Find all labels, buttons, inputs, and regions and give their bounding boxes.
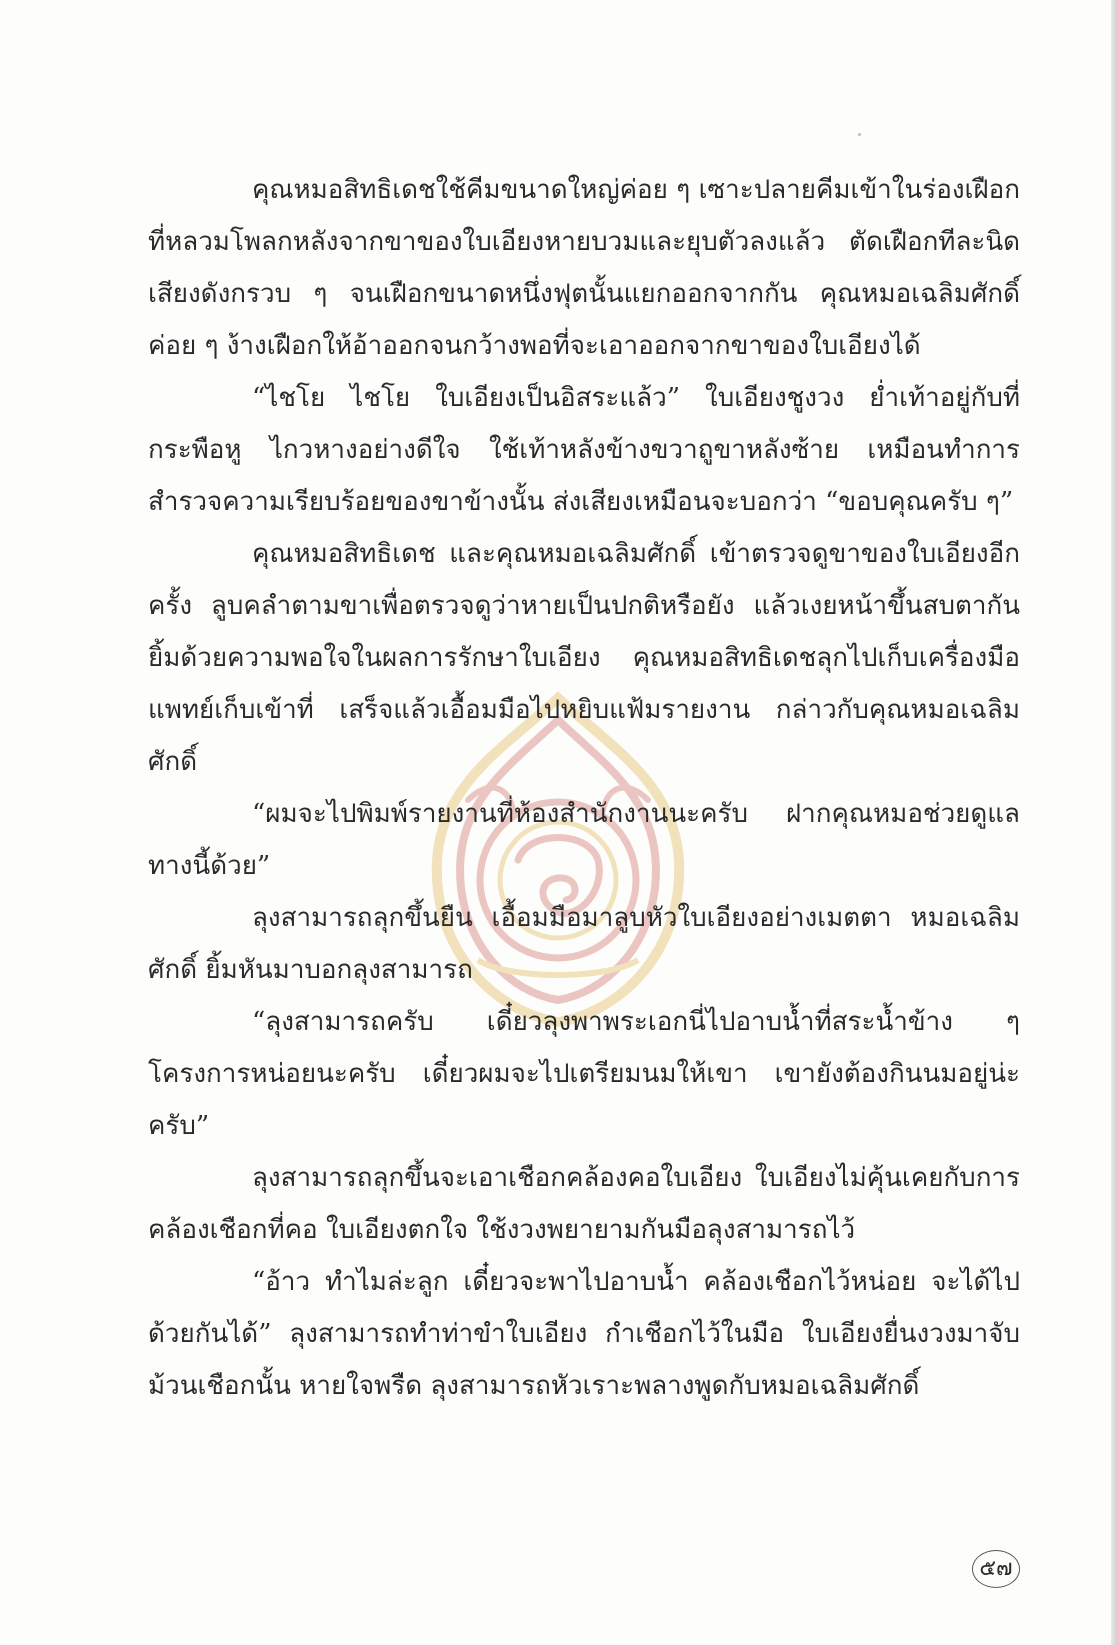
body-text: [148, 164, 1020, 1412]
page-number: ๕๗: [972, 1550, 1020, 1588]
scan-speck: [858, 133, 861, 136]
paragraph: “อ้าว ทำไมล่ะลูก เดี๋ยวจะพาไปอาบน้ำ คล้องเชือกไว้หน่อย จะได้ไปด้วยกันได้” ลุงสามารถทำท่าขำใบเอียง กำเชือกไว้ในมือ ใบเอียงยื่นงวงมาจับม้วนเชือกนั้น หายใจพรืด ลุงสามารถหัวเราะพลางพูดกับหมอเฉลิมศักดิ์: [148, 1267, 1020, 1401]
paragraph: “ผมจะไปพิมพ์รายงานที่ห้องสำนักงานนะครับ ฝากคุณหมอช่วยดูแลทางนี้ด้วย”: [148, 799, 1020, 881]
paragraph: ลุงสามารถลุกขึ้นจะเอาเชือกคล้องคอใบเอียง ใบเอียงไม่คุ้นเคยกับการคล้องเชือกที่คอ ใบเอียงตกใจ ใช้งวงพยายามกันมือลุงสามารถไว้: [148, 1163, 1020, 1245]
paragraph: คุณหมอสิทธิเดช และคุณหมอเฉลิมศักดิ์ เข้าตรวจดูขาของใบเอียงอีกครั้ง ลูบคลำตามขาเพื่อตรวจดูว่าหายเป็นปกติหรือยัง แล้วเงยหน้าขึ้นสบตากัน ยิ้มด้วยความพอใจในผลการรักษาใบเอียง คุณหมอสิทธิเดชลุกไปเก็บเครื่องมือแพทย์เก็บเข้าที่ เสร็จแล้วเอื้อมมือไปหยิบแฟ้มรายงาน กล่าวกับคุณหมอเฉลิมศักดิ์: [148, 539, 1020, 777]
scan-edge: [1111, 0, 1117, 1645]
paragraph: “ไชโย ไชโย ใบเอียงเป็นอิสระแล้ว” ใบเอียงชูงวง ย่ำเท้าอยู่กับที่ กระพือหู ไกวหางอย่างดีใจ ใช้เท้าหลังข้างขวาถูขาหลังซ้าย เหมือนทำการสำรวจความเรียบร้อยของขาข้างนั้น ส่งเสียงเหมือนจะบอกว่า “ขอบคุณครับ ๆ”: [148, 383, 1020, 517]
paragraph: ลุงสามารถลุกขึ้นยืน เอื้อมมือมาลูบหัวใบเอียงอย่างเมตตา หมอเฉลิมศักดิ์ ยิ้มหันมาบอกลุงสามารถ: [148, 903, 1020, 985]
paragraph: “ลุงสามารถครับ เดี๋ยวลุงพาพระเอกนี่ไปอาบน้ำที่สระน้ำข้าง ๆ โครงการหน่อยนะครับ เดี๋ยวผมจะไปเตรียมนมให้เขา เขายังต้องกินนมอยู่น่ะครับ”: [148, 1007, 1020, 1141]
paragraph: คุณหมอสิทธิเดชใช้คีมขนาดใหญ่ค่อย ๆ เซาะปลายคีมเข้าในร่องเฝือกที่หลวมโพลกหลังจากขาของใบเอียงหายบวมและยุบตัวลงแล้ว ตัดเฝือกทีละนิด เสียงดังกรวบ ๆ จนเฝือกขนาดหนึ่งฟุตนั้นแยกออกจากกัน คุณหมอเฉลิมศักดิ์ค่อย ๆ ง้างเฝือกให้อ้าออกจนกว้างพอที่จะเอาออกจากขาของใบเอียงได้: [148, 175, 1020, 361]
